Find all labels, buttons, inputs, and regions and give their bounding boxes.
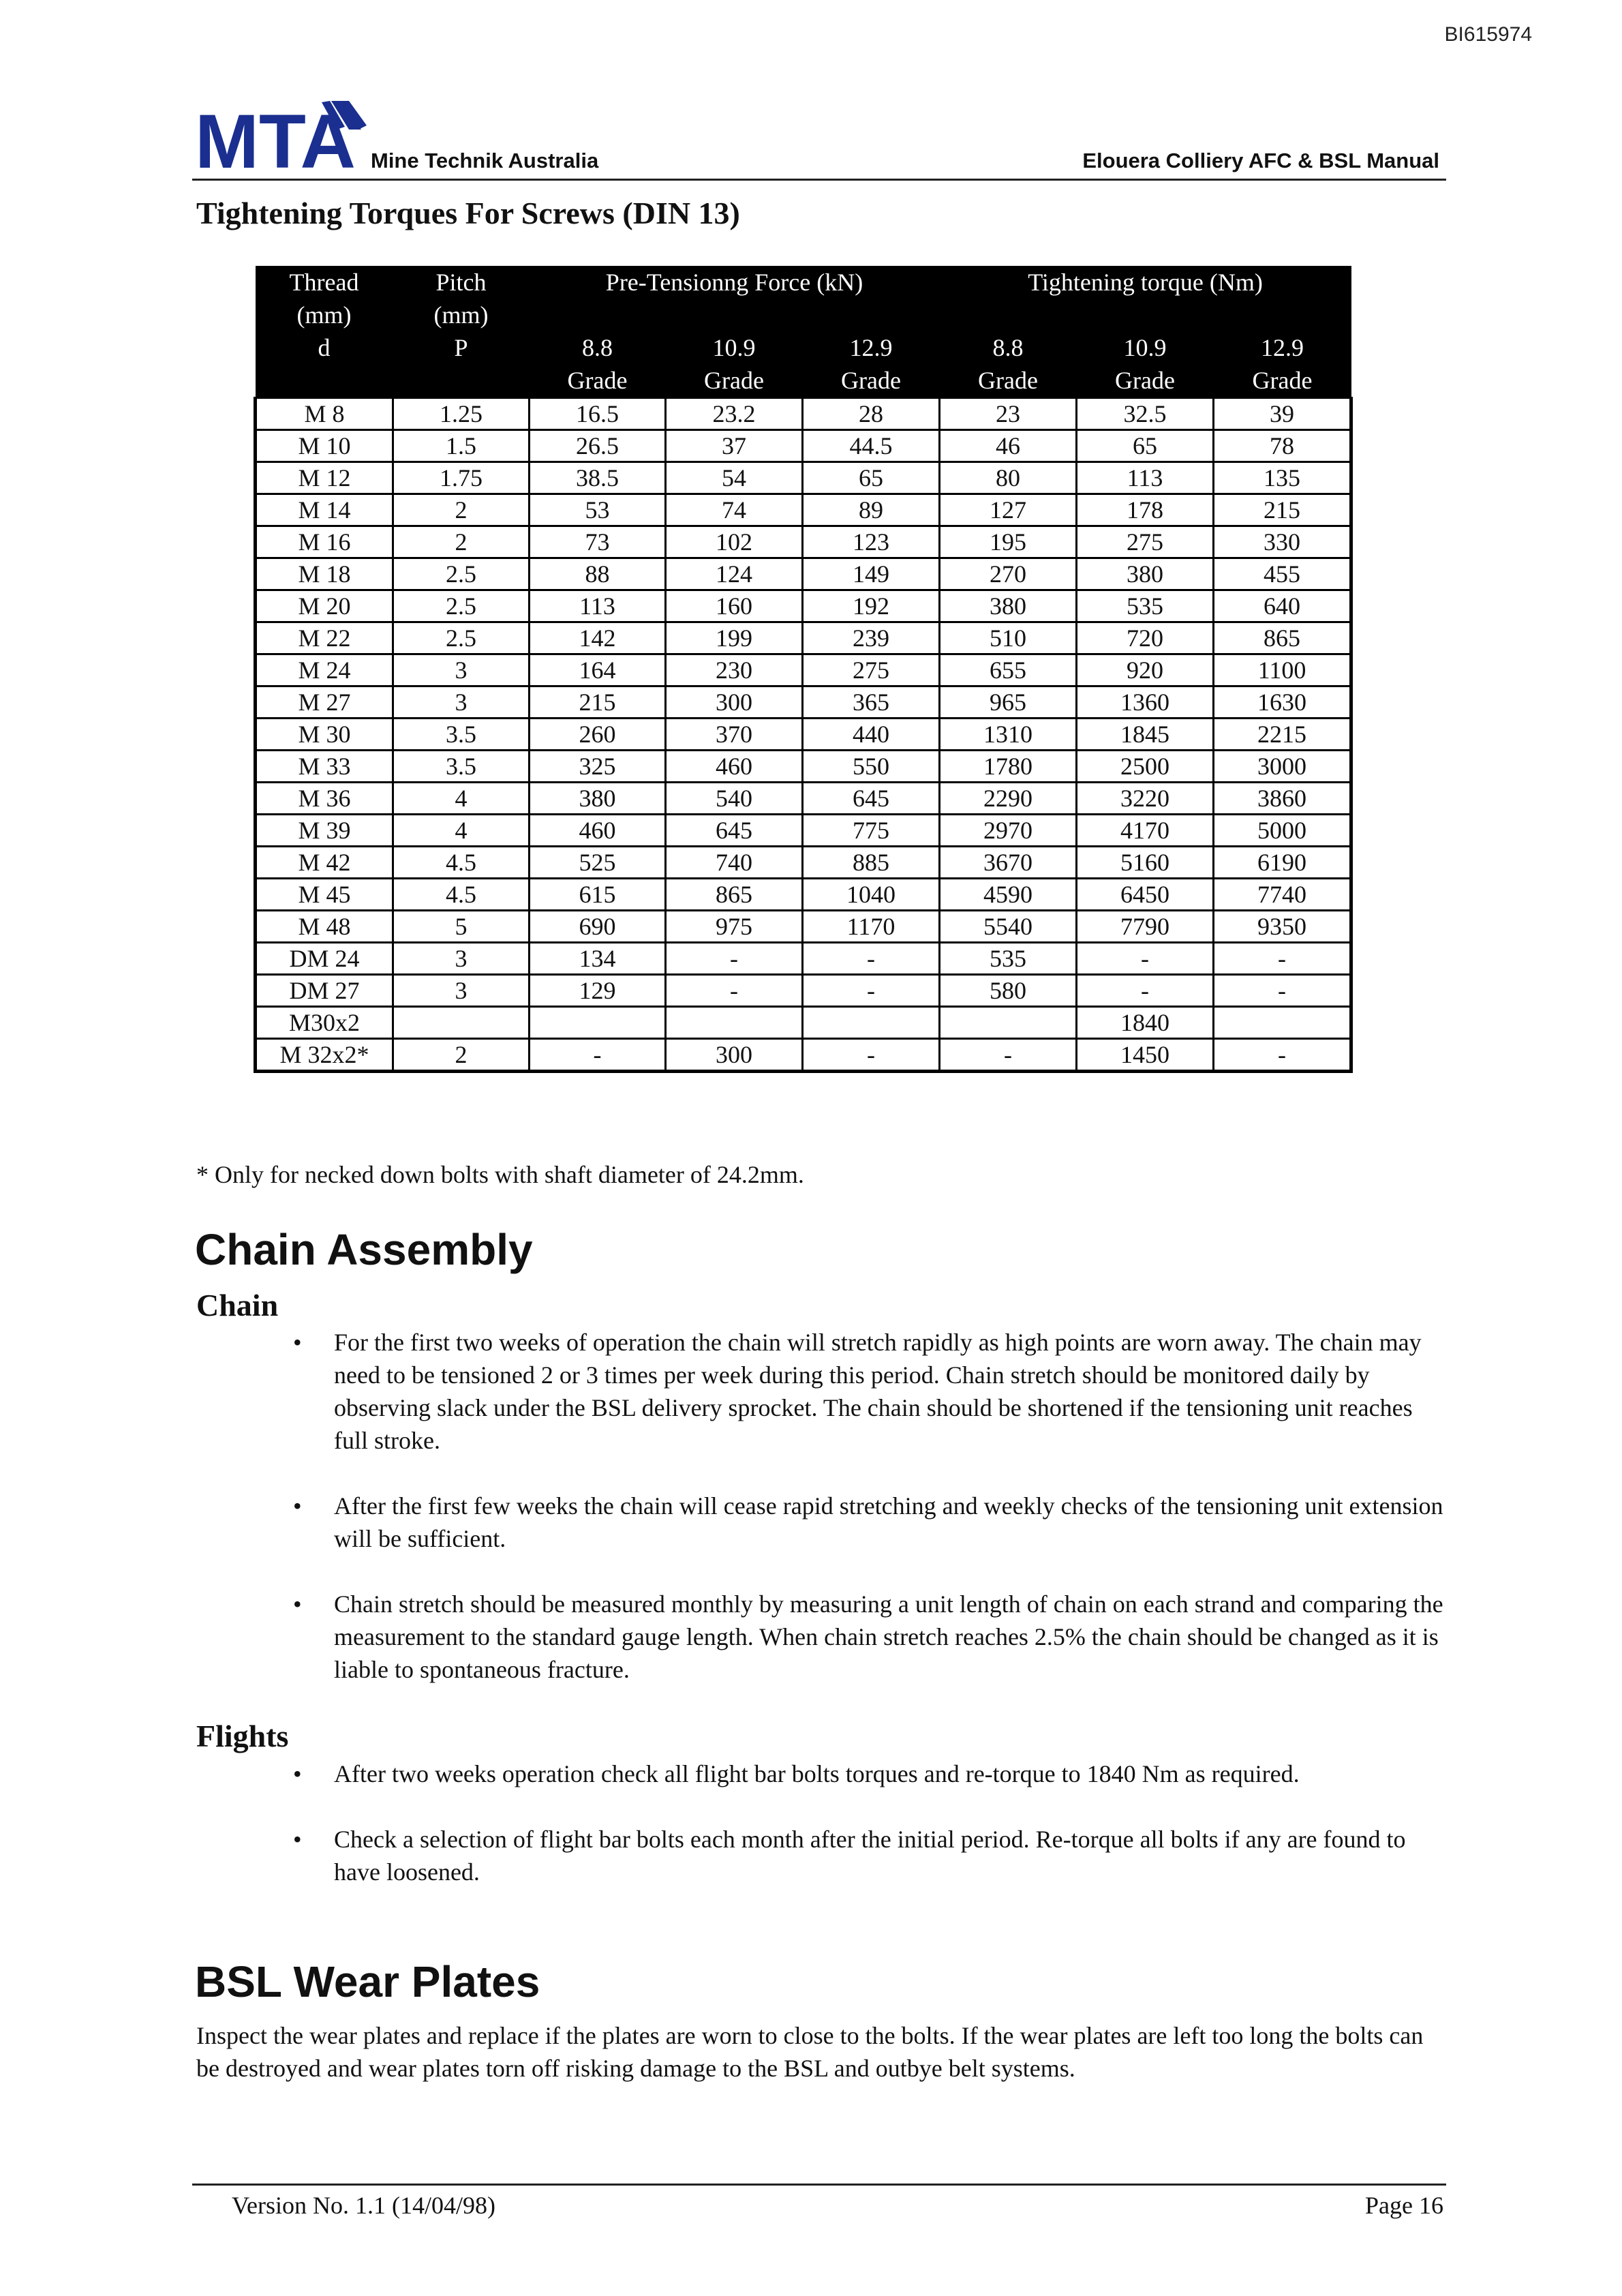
table-row	[256, 1007, 1351, 1039]
table-cell: 885	[803, 847, 940, 879]
header-grade-value: 10.9	[666, 331, 803, 364]
table-cell: 2500	[1077, 751, 1214, 783]
table-cell: -	[803, 975, 940, 1007]
table-cell: 380	[1077, 558, 1214, 590]
table-cell: 160	[666, 590, 803, 622]
table-cell: 32.5	[1077, 398, 1214, 430]
table-cell: 239	[803, 622, 940, 654]
table-cell: 3	[393, 654, 530, 686]
table-cell: 540	[666, 783, 803, 815]
table-cell: 535	[1077, 590, 1214, 622]
table-cell: 1170	[803, 911, 940, 943]
header-blank	[393, 364, 530, 398]
table-title: Tightening Torques For Screws (DIN 13)	[196, 196, 740, 230]
torque-table	[254, 266, 1353, 1073]
thread-cell: M 22	[256, 622, 393, 654]
table-cell	[530, 1007, 666, 1039]
header-grade-label: Grade	[1077, 364, 1214, 398]
table-cell: 4.5	[393, 879, 530, 911]
table-cell: 73	[530, 526, 666, 558]
table-cell: 7740	[1214, 879, 1351, 911]
thread-cell: M 27	[256, 686, 393, 719]
header-blank	[256, 364, 393, 398]
thread-cell: M30x2	[256, 1007, 393, 1039]
table-cell: -	[666, 943, 803, 975]
list-item: • Check a selection of flight bar bolts each month after the initial period. Re-torque all bolts if any are found to have loosened.	[286, 1823, 1445, 1888]
table-cell: 370	[666, 719, 803, 751]
table-cell: 134	[530, 943, 666, 975]
table-cell: 6450	[1077, 879, 1214, 911]
header-thread: Thread	[256, 266, 393, 299]
table-cell: 2.5	[393, 590, 530, 622]
table-cell: 44.5	[803, 430, 940, 462]
thread-cell: M 18	[256, 558, 393, 590]
table-cell: 655	[940, 654, 1077, 686]
table-cell: 365	[803, 686, 940, 719]
thread-cell: M 42	[256, 847, 393, 879]
table-cell: 2	[393, 494, 530, 526]
header-grade-label: Grade	[803, 364, 940, 398]
table-row	[256, 654, 1351, 686]
table-row	[256, 1039, 1351, 1072]
table-cell: 124	[666, 558, 803, 590]
table-cell: 46	[940, 430, 1077, 462]
table-cell: 1.5	[393, 430, 530, 462]
subsection-title-flights: Flights	[196, 1719, 289, 1753]
table-cell: 3.5	[393, 719, 530, 751]
header-grade-label: Grade	[530, 364, 666, 398]
table-cell: 3000	[1214, 751, 1351, 783]
thread-cell: DM 24	[256, 943, 393, 975]
table-cell: 535	[940, 943, 1077, 975]
table-cell: 690	[530, 911, 666, 943]
table-cell: 4590	[940, 879, 1077, 911]
header-grade-label: Grade	[666, 364, 803, 398]
table-row	[256, 815, 1351, 847]
thread-cell: M 14	[256, 494, 393, 526]
table-cell: 965	[940, 686, 1077, 719]
table-cell: 1310	[940, 719, 1077, 751]
table-row	[256, 558, 1351, 590]
table-cell: 975	[666, 911, 803, 943]
table-cell: 7790	[1077, 911, 1214, 943]
table-cell: -	[1214, 975, 1351, 1007]
table-cell: 865	[666, 879, 803, 911]
flights-bullet-list	[286, 1757, 1445, 1921]
table-cell	[940, 1007, 1077, 1039]
list-item: • For the first two weeks of operation the chain will stretch rapidly as high points are worn away. The chain may need to be tensioned 2 or 3 times per week during this period. Chain stretch should be monitored daily by observing slack under the BSL delivery sprocket. The chain should be shortened if the tensioning unit reaches full stroke.	[286, 1326, 1445, 1457]
table-cell: 2.5	[393, 622, 530, 654]
logo-text: MTA	[195, 100, 356, 169]
subsection-title-chain: Chain	[196, 1288, 279, 1323]
table-cell: 2215	[1214, 719, 1351, 751]
table-cell: 23.2	[666, 398, 803, 430]
table-cell: 865	[1214, 622, 1351, 654]
table-cell: 142	[530, 622, 666, 654]
table-cell: 2970	[940, 815, 1077, 847]
table-cell: 270	[940, 558, 1077, 590]
table-cell: 920	[1077, 654, 1214, 686]
section-title-bsl-wear-plates: BSL Wear Plates	[195, 1957, 540, 2006]
table-cell: 720	[1077, 622, 1214, 654]
header-thread-unit: (mm)	[256, 299, 393, 331]
table-cell: 325	[530, 751, 666, 783]
table-cell: 215	[1214, 494, 1351, 526]
table-cell: 1.75	[393, 462, 530, 494]
table-cell: 525	[530, 847, 666, 879]
thread-cell: DM 27	[256, 975, 393, 1007]
list-item: • After two weeks operation check all flight bar bolts torques and re-torque to 1840 Nm as required.	[286, 1757, 1445, 1790]
table-cell: 123	[803, 526, 940, 558]
table-cell: 28	[803, 398, 940, 430]
table-cell: 39	[1214, 398, 1351, 430]
table-row	[256, 751, 1351, 783]
table-cell: 230	[666, 654, 803, 686]
table-cell: 199	[666, 622, 803, 654]
header-thread-symbol: d	[256, 331, 393, 364]
header-spacer	[530, 299, 1351, 331]
table-cell: 65	[1077, 430, 1214, 462]
table-cell: 129	[530, 975, 666, 1007]
table-cell: 3670	[940, 847, 1077, 879]
table-cell: 80	[940, 462, 1077, 494]
table-cell: -	[803, 1039, 940, 1072]
header-divider	[192, 179, 1446, 181]
table-cell: -	[1077, 943, 1214, 975]
table-row	[256, 526, 1351, 558]
thread-cell: M 30	[256, 719, 393, 751]
table-cell: -	[940, 1039, 1077, 1072]
table-cell: 127	[940, 494, 1077, 526]
table-cell: 380	[940, 590, 1077, 622]
table-cell: 1845	[1077, 719, 1214, 751]
table-cell: 192	[803, 590, 940, 622]
table-cell: 275	[1077, 526, 1214, 558]
header-grade-value: 8.8	[530, 331, 666, 364]
table-cell: 260	[530, 719, 666, 751]
table-cell: 6190	[1214, 847, 1351, 879]
table-cell: 300	[666, 1039, 803, 1072]
table-body	[256, 398, 1351, 1072]
table-cell	[1214, 1007, 1351, 1039]
thread-cell: M 16	[256, 526, 393, 558]
table-cell: 38.5	[530, 462, 666, 494]
table-cell: -	[1214, 943, 1351, 975]
table-cell: 88	[530, 558, 666, 590]
mta-logo	[195, 100, 368, 169]
table-cell: 215	[530, 686, 666, 719]
table-cell: 5160	[1077, 847, 1214, 879]
table-cell: 4.5	[393, 847, 530, 879]
chain-bullet-list	[286, 1326, 1445, 1719]
table-cell: 2	[393, 526, 530, 558]
table-row	[256, 975, 1351, 1007]
header-grade-value: 12.9	[1214, 331, 1351, 364]
table-row	[256, 686, 1351, 719]
table-cell: 102	[666, 526, 803, 558]
company-name: Mine Technik Australia	[371, 149, 599, 172]
table-cell: -	[1077, 975, 1214, 1007]
table-cell: 460	[666, 751, 803, 783]
table-cell: 26.5	[530, 430, 666, 462]
table-cell: 3.5	[393, 751, 530, 783]
table-cell: 65	[803, 462, 940, 494]
footer-divider	[192, 2184, 1446, 2186]
header-grade-value: 10.9	[1077, 331, 1214, 364]
thread-cell: M 10	[256, 430, 393, 462]
table-cell: 5540	[940, 911, 1077, 943]
table-row	[256, 847, 1351, 879]
header-pretension: Pre-Tensionng Force (kN)	[530, 266, 940, 299]
table-cell: 330	[1214, 526, 1351, 558]
section-title-chain-assembly: Chain Assembly	[195, 1225, 533, 1274]
table-cell: 740	[666, 847, 803, 879]
list-item: • Chain stretch should be measured monthly by measuring a unit length of chain on each strand and comparing the measurement to the standard gauge length. When chain stretch reaches 2.5% the chain should be changed as it is liable to spontaneous fracture.	[286, 1588, 1445, 1686]
table-row	[256, 719, 1351, 751]
bsl-wear-plates-text: Inspect the wear plates and replace if the plates are worn to close to the bolts. If the wear plates are left too long the bolts can be destroyed and wear plates torn off risking damage to the BSL and outbye belt systems.	[196, 2022, 1424, 2082]
table-cell: 1100	[1214, 654, 1351, 686]
table-cell: 1630	[1214, 686, 1351, 719]
table-cell: 23	[940, 398, 1077, 430]
table-cell: -	[666, 975, 803, 1007]
table-cell: 1.25	[393, 398, 530, 430]
table-cell: 9350	[1214, 911, 1351, 943]
table-cell: 1040	[803, 879, 940, 911]
table-cell: 645	[666, 815, 803, 847]
table-cell: 3	[393, 943, 530, 975]
header-pitch: Pitch	[393, 266, 530, 299]
table-cell: 510	[940, 622, 1077, 654]
table-row	[256, 943, 1351, 975]
table-cell: 16.5	[530, 398, 666, 430]
table-cell	[803, 1007, 940, 1039]
thread-cell: M 32x2*	[256, 1039, 393, 1072]
table-cell: 113	[1077, 462, 1214, 494]
thread-cell: M 20	[256, 590, 393, 622]
table-cell: 550	[803, 751, 940, 783]
table-cell: 89	[803, 494, 940, 526]
table-cell: 4170	[1077, 815, 1214, 847]
thread-cell: M 8	[256, 398, 393, 430]
table-cell: 78	[1214, 430, 1351, 462]
table-cell: 455	[1214, 558, 1351, 590]
document-id: BI615974	[1444, 23, 1532, 46]
table-cell: 300	[666, 686, 803, 719]
table-cell: 1450	[1077, 1039, 1214, 1072]
table-row	[256, 430, 1351, 462]
table-cell: 54	[666, 462, 803, 494]
table-cell: 2290	[940, 783, 1077, 815]
table-cell	[666, 1007, 803, 1039]
table-cell: 3	[393, 686, 530, 719]
table-cell: 380	[530, 783, 666, 815]
thread-cell: M 45	[256, 879, 393, 911]
manual-title: Elouera Colliery AFC & BSL Manual	[1082, 149, 1439, 172]
table-row	[256, 911, 1351, 943]
table-cell: 1840	[1077, 1007, 1214, 1039]
header-grade-label: Grade	[1214, 364, 1351, 398]
table-cell: 640	[1214, 590, 1351, 622]
table-row	[256, 398, 1351, 430]
footer-page-number: Page 16	[1365, 2192, 1443, 2219]
thread-cell: M 39	[256, 815, 393, 847]
table-cell: 37	[666, 430, 803, 462]
table-row	[256, 879, 1351, 911]
table-cell: 580	[940, 975, 1077, 1007]
table-cell: 3220	[1077, 783, 1214, 815]
table-row	[256, 590, 1351, 622]
thread-cell: M 24	[256, 654, 393, 686]
footer-version: Version No. 1.1 (14/04/98)	[232, 2192, 495, 2219]
table-cell: 135	[1214, 462, 1351, 494]
table-cell: 460	[530, 815, 666, 847]
table-cell: 615	[530, 879, 666, 911]
table-cell: 3	[393, 975, 530, 1007]
table-cell: 53	[530, 494, 666, 526]
table-cell: 2	[393, 1039, 530, 1072]
table-cell: 178	[1077, 494, 1214, 526]
table-cell: 1780	[940, 751, 1077, 783]
table-cell: 645	[803, 783, 940, 815]
table-cell: 113	[530, 590, 666, 622]
table-cell: 164	[530, 654, 666, 686]
table-cell: 440	[803, 719, 940, 751]
table-cell	[393, 1007, 530, 1039]
header-grade-label: Grade	[940, 364, 1077, 398]
table-row	[256, 622, 1351, 654]
thread-cell: M 33	[256, 751, 393, 783]
table-cell: 2.5	[393, 558, 530, 590]
table-cell: 5000	[1214, 815, 1351, 847]
header-pitch-unit: (mm)	[393, 299, 530, 331]
table-cell: 74	[666, 494, 803, 526]
table-cell: 4	[393, 815, 530, 847]
thread-cell: M 12	[256, 462, 393, 494]
table-cell: 3860	[1214, 783, 1351, 815]
thread-cell: M 48	[256, 911, 393, 943]
header-tightening: Tightening torque (Nm)	[940, 266, 1351, 299]
header-grade-value: 8.8	[940, 331, 1077, 364]
table-cell: 775	[803, 815, 940, 847]
table-row	[256, 462, 1351, 494]
list-item: • After the first few weeks the chain will cease rapid stretching and weekly checks of the tensioning unit extension will be sufficient.	[286, 1490, 1445, 1555]
table-cell: -	[1214, 1039, 1351, 1072]
table-cell: 275	[803, 654, 940, 686]
header-grade-value: 12.9	[803, 331, 940, 364]
table-cell: -	[803, 943, 940, 975]
table-cell: 5	[393, 911, 530, 943]
table-cell: 195	[940, 526, 1077, 558]
table-cell: 1360	[1077, 686, 1214, 719]
table-cell: -	[530, 1039, 666, 1072]
table-cell: 149	[803, 558, 940, 590]
table-cell: 4	[393, 783, 530, 815]
header-pitch-symbol: P	[393, 331, 530, 364]
thread-cell: M 36	[256, 783, 393, 815]
table-row	[256, 783, 1351, 815]
table-footnote: * Only for necked down bolts with shaft diameter of 24.2mm.	[196, 1161, 804, 1188]
table-row	[256, 494, 1351, 526]
